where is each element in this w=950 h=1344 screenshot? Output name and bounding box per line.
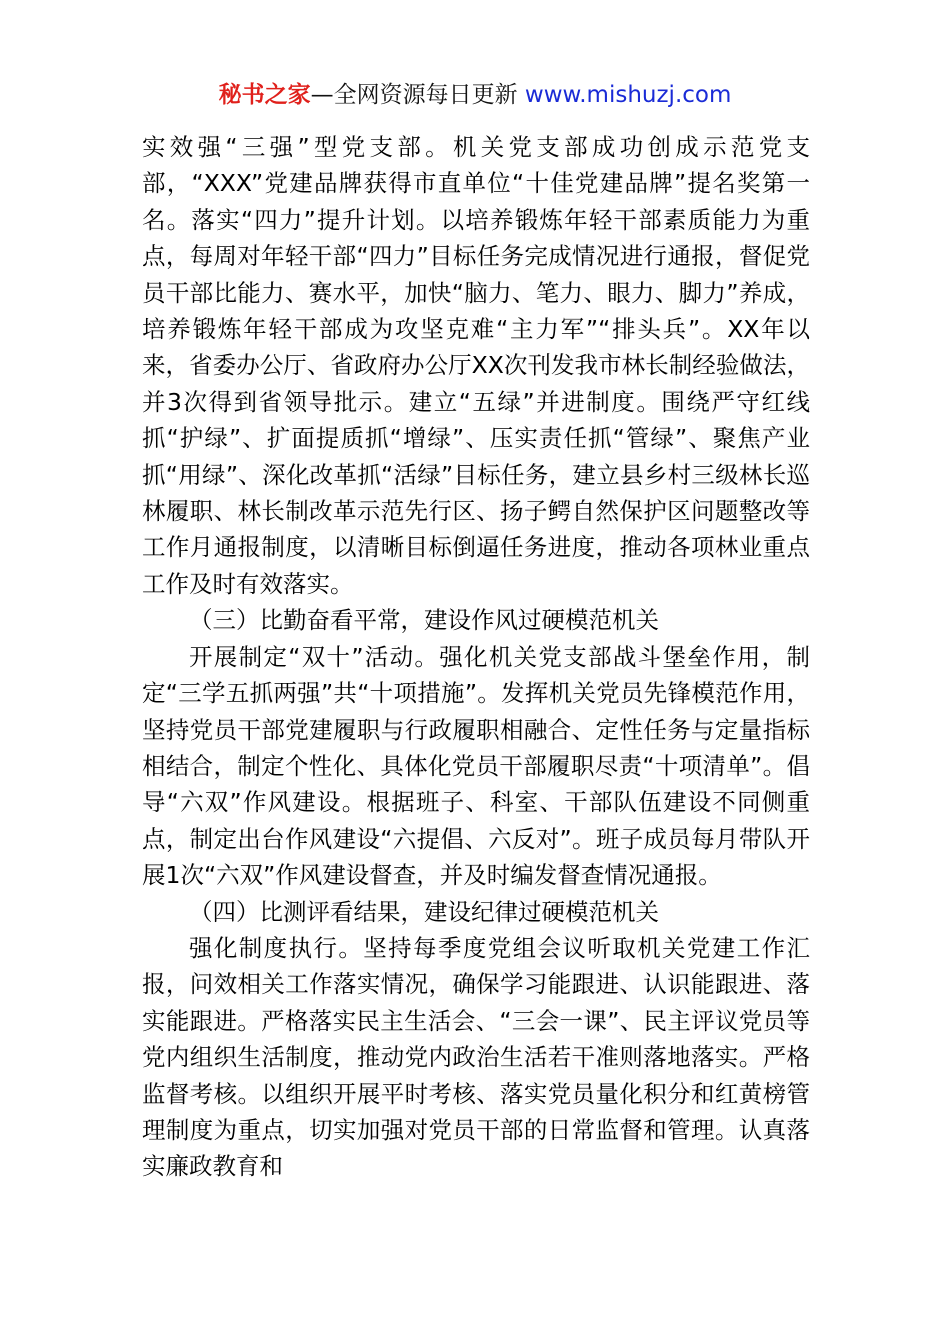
section-heading-3: （三）比勤奋看平常，建设作风过硬模范机关 bbox=[189, 606, 659, 635]
brand-name: 秘书之家 bbox=[218, 82, 311, 108]
paragraph-section-4: 强化制度执行。坚持每季度党组会议听取机关党建工作汇报，问效相关工作落实情况，确保学习能跟进、认识能跟进、落实能跟进。严格落实民主生活会、“三会一课”、民主评议党员等党内组织生活制度，推动党内政治生活若干准则落地落实。严格监督考核。以组织开展平时考核、落实党员量化积分和红黄榜管理制度为重点，切实加强对党员干部的日常监督和管理。认真落实廉政教育和 bbox=[142, 933, 810, 1181]
site-url[interactable]: www.mishuzj.com bbox=[517, 82, 732, 108]
paragraph-continued: 实效强“三强”型党支部。机关党支部成功创成示范党支部，“XXX”党建品牌获得市直单位“十佳党建品牌”提名奖第一名。落实“四力”提升计划。以培养锻炼年轻干部素质能力为重点，每周对年轻干部“四力”目标任务完成情况进行通报，督促党员干部比能力、赛水平，加快“脑力、笔力、眼力、脚力”养成，培养锻炼年轻干部成为攻坚克难“主力军”“排头兵”。XX年以来，省委办公厅、省政府办公厅XX次刊发我市林长制经验做法，并3次得到省领导批示。建立“五绿”并进制度。围绕严守红线抓“护绿”、扩面提质抓“增绿”、压实责任抓“管绿”、聚焦产业抓“用绿”、深化改革抓“活绿”目标任务，建立县乡村三级林长巡林履职、林长制改革示范先行区、扬子鳄自然保护区问题整改等工作月通报制度，以清晰目标倒逼任务进度，推动各项林业重点工作及时有效落实。 bbox=[142, 133, 810, 598]
header-tagline: —全网资源每日更新 bbox=[310, 82, 518, 108]
section-heading-4: （四）比测评看结果，建设纪律过硬模范机关 bbox=[189, 897, 659, 926]
paragraph-section-3: 开展制定“双十”活动。强化机关党支部战斗堡垒作用，制定“三学五抓两强”共“十项措施”。发挥机关党员先锋模范作用，坚持党员干部党建履职与行政履职相融合、定性任务与定量指标相结合，制定个性化、具体化党员干部履职尽责“十项清单”。倡导“六双”作风建设。根据班子、科室、干部队伍建设不同侧重点，制定出台作风建设“六提倡、六反对”。班子成员每月带队开展1次“六双”作风建设督查，并及时编发督查情况通报。 bbox=[142, 642, 810, 890]
document-body bbox=[142, 129, 810, 1185]
site-header bbox=[0, 78, 950, 112]
